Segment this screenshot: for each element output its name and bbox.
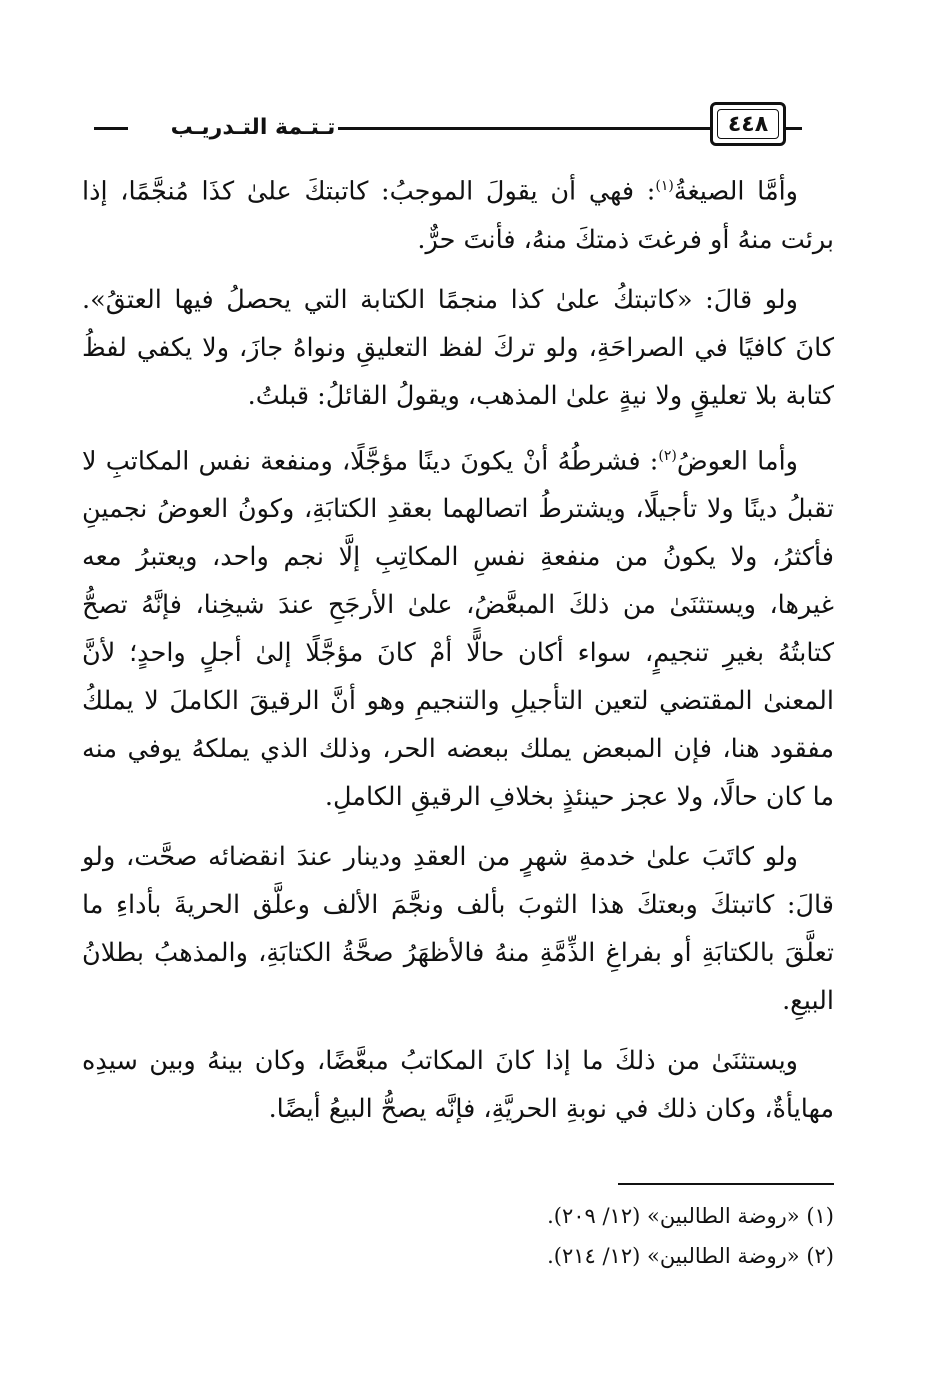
footnote-item: (١) «روضة الطالبين» (١٢/ ٢٠٩).: [547, 1204, 834, 1228]
header-dash-left: [94, 127, 128, 130]
page-number: ٤٤٨: [717, 109, 779, 139]
page-header: [84, 94, 830, 154]
body-text: [82, 162, 834, 1145]
paragraph-text: ولو قالَ: «كاتبتكُ علىٰ كذا منجمًا الكتابة التي يحصلُ فيها العتقُ». كانَ كافيًا في الصراحَةِ، ولو تركَ لفظ التعليقِ ونواهُ جازَ، ولا يكفي لفظُ كتابة بلا تعليقٍ ولا نيةٍ علىٰ المذهب، ويقولُ القائلُ: قبلتُ.: [82, 284, 834, 411]
paragraph-lead: وأما العوضُ: [676, 446, 798, 476]
header-dash-right: [786, 127, 802, 130]
paragraph: [82, 276, 834, 420]
paragraph: [82, 162, 834, 264]
running-title: تـتـمة التـدريـب: [168, 108, 338, 148]
footnote-separator: [618, 1183, 834, 1185]
paragraph: [82, 833, 834, 1025]
footnote-ref: (١): [655, 178, 674, 194]
paragraph: [82, 1037, 834, 1133]
footnote-item: (٢) «روضة الطالبين» (١٢/ ٢١٤).: [547, 1244, 834, 1268]
footnotes: [100, 1196, 834, 1276]
paragraph-text: ولو كاتَبَ علىٰ خدمةِ شهرٍ من العقدِ ودينار عندَ انقضائه صحَّت، ولو قالَ: كاتبتكَ وبعتكَ هذا الثوبَ بألف ونجَّمَ الألف وعلَّق الحريةَ بأداءِ ما تعلَّقَ بالكتابَةِ أو بفراغِ الذِّمَّةِ منهُ فالأظهَرُ صحَّةُ الكتابَةِ، والمذهبُ بطلانُ البيعِ.: [82, 842, 834, 1016]
paragraph-text: : فهي أن يقولَ الموجبُ: كاتبتكَ علىٰ كذَا مُنجَّمًا، إذا برئت منهُ أو فرغتَ ذمتكَ منهُ، فأنتَ حرٌّ.: [82, 176, 834, 255]
paragraph-text: : فشرطُهُ أنْ يكونَ دينًا مؤجَّلًا، ومنفعة نفس المكاتبِ لا تقبلُ دينًا ولا تأجيلًا، ويشترطُ اتصالهما بعقدِ الكتابَةِ، وكونُ العوضُ نجمينِ فأكثرُ، ولا يكونُ من منفعةِ نفسِ المكاتِبِ إلَّا نجم واحد، ويعتبرُ معه غيرها، ويستثنَىٰ من ذلكَ المبعَّضُ، علىٰ الأرجَحِ عندَ شيخِنا، فإنَّهُ تصحُّ كتابتُهُ بغيرِ تنجيمٍ، سواء أكان حالًّا أمْ كانَ مؤجَّلًا إلىٰ أجلٍ واحدٍ؛ لأنَّ المعنىٰ المقتضي لتعين التأجيلِ والتنجيمِ وهو أنَّ الرقيقَ الكاملَ لا يملكُ مفقود هنا، فإن المبعض يملك ببعضه الحر، وذلك الذي يملكهُ يوفي منه ما كان حالًا، ولا عجز حينئذٍ بخلافِ الرقيقِ الكاملِ.: [82, 446, 834, 812]
footnote-ref: (٢): [658, 447, 677, 464]
page-number-box: [710, 102, 786, 146]
paragraph: [82, 432, 834, 822]
paragraph-text: ويستثنَىٰ من ذلكَ ما إذا كانَ المكاتبُ مبعَّضًا، وكان بينهُ وبين سيدِه مهايأةٌ، وكان ذلك في نوبةِ الحريَّةِ، فإنَّه يصحُّ البيعُ أيضًا.: [82, 1046, 834, 1124]
paragraph-lead: وأمَّا الصيغةُ: [673, 176, 799, 207]
